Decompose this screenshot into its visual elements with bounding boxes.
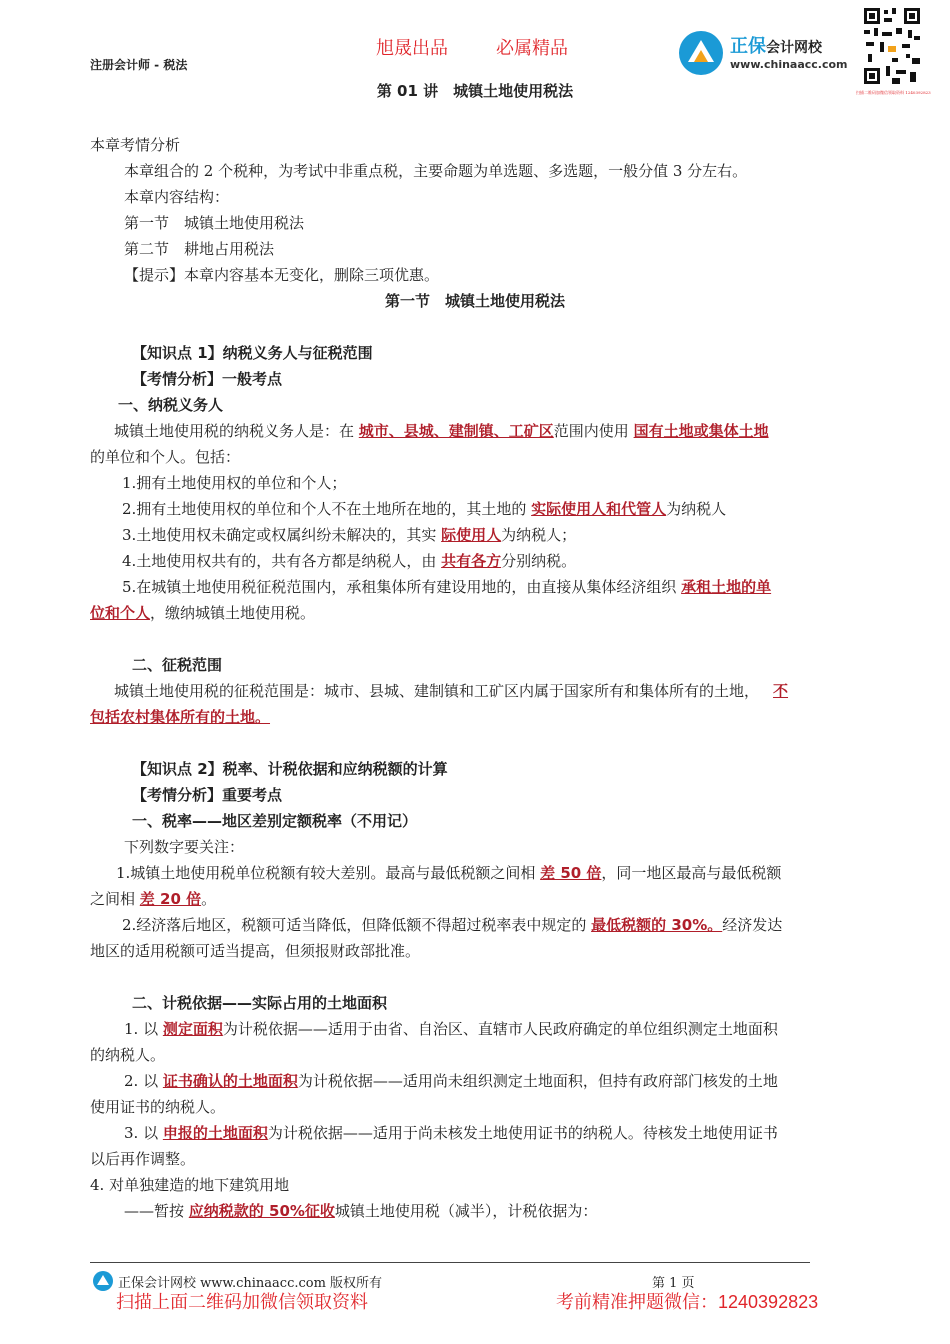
footer-divider — [90, 1262, 810, 1263]
kp1-para-2: 城镇土地使用税的征税范围是：城市、县城、建制镇和工矿区内属于国家所有和集体所有的土地， 不 — [114, 682, 789, 700]
kp2-item-1-cont: 之间相 差 20 倍。 — [90, 890, 217, 908]
kp1-para-2-cont: 包括农村集体所有的土地。 — [90, 708, 271, 726]
brand-right: 必属精品 — [496, 38, 568, 59]
kp1-para-1-cont: 的单位和个人。包括： — [90, 448, 241, 466]
promo-left: 扫描上面二维码加微信领取资料 — [116, 1292, 368, 1313]
kp2-title: 【知识点 2】税率、计税依据和应纳税额的计算 — [132, 760, 448, 778]
footer-logo-icon — [92, 1270, 114, 1292]
kp1-item-1: 1.拥有土地使用权的单位和个人； — [122, 474, 347, 492]
kp1-para-1: 城镇土地使用税的纳税义务人是：在 城市、县城、建制镇、工矿区范围内使用 国有土地或集体土地 — [114, 422, 769, 440]
kp1-item-5-cont: 位和个人，缴纳城镇土地使用税。 — [90, 604, 316, 622]
kp2-item-1: 1.城镇土地使用税单位税额有较大差别。最高与最低税额之间相 差 50 倍，同一地区最高与最低税额 — [116, 864, 782, 882]
course-name: 注册会计师 - 税法 — [90, 58, 188, 72]
intro-p2: 本章内容结构： — [124, 188, 230, 206]
kp2-basis-3: 3. 以 申报的土地面积为计税依据——适用于尚未核发土地使用证书的纳税人。待核发土地使用证书 — [124, 1124, 778, 1142]
intro-section-1: 第一节 城镇土地使用税法 — [124, 214, 305, 232]
logo-mark-icon — [678, 30, 724, 76]
kp1-heading-2: 二、征税范围 — [132, 656, 223, 674]
kp1-item-2: 2.拥有土地使用权的单位和个人不在土地所在地的，其土地的 实际使用人和代管人为纳税人 — [122, 500, 727, 518]
kp1-item-5: 5.在城镇土地使用税征税范围内，承租集体所有建设用地的，由直接从集体经济组织 承租土地的单 — [122, 578, 772, 596]
brand-left: 旭晟出品 — [376, 38, 448, 59]
footer-copyright: 正保会计网校 www.chinaacc.com 版权所有 — [118, 1276, 383, 1291]
intro-p1: 本章组合的 2 个税种，为考试中非重点税，主要命题为单选题、多选题，一般分值 3 分左右。 — [124, 162, 748, 180]
kp2-basis-1-cont: 的纳税人。 — [90, 1046, 166, 1064]
intro-section-2: 第二节 耕地占用税法 — [124, 240, 275, 258]
kp2-analysis: 【考情分析】重要考点 — [132, 786, 283, 804]
kp2-basis-3-cont: 以后再作调整。 — [90, 1150, 196, 1168]
kp2-basis-5: ——暂按 应纳税款的 50%征收城镇土地使用税（减半），计税依据为： — [124, 1202, 598, 1220]
kp1-title: 【知识点 1】纳税义务人与征税范围 — [132, 344, 373, 362]
logo-sub: 会计网校 — [766, 40, 822, 56]
section-title: 第一节 城镇土地使用税法 — [384, 292, 565, 310]
footer-page: 第 1 页 — [652, 1276, 695, 1291]
chinaacc-logo — [678, 30, 858, 80]
kp1-heading-1: 一、纳税义务人 — [118, 396, 224, 414]
kp2-para-1: 下列数字要关注： — [124, 838, 245, 856]
kp1-item-4: 4.土地使用权共有的，共有各方都是纳税人，由 共有各方分别纳税。 — [122, 552, 577, 570]
logo-url: www.chinaacc.com — [730, 58, 848, 71]
kp2-basis-2-cont: 使用证书的纳税人。 — [90, 1098, 226, 1116]
kp2-basis-1: 1. 以 测定面积为计税依据——适用于由省、自治区、直辖市人民政府确定的单位组织测定土地面积 — [124, 1020, 778, 1038]
qr-caption: 扫描二维码加微信领取资料 1240392823 — [856, 90, 931, 95]
promo-right: 考前精准押题微信：1240392823 — [556, 1292, 819, 1313]
doc-title: 第 01 讲 城镇土地使用税法 — [376, 82, 574, 100]
intro-tip: 【提示】本章内容基本无变化，删除三项优惠。 — [124, 266, 440, 284]
kp2-heading-2: 二、计税依据——实际占用的土地面积 — [132, 994, 388, 1012]
kp2-item-2: 2.经济落后地区，税额可适当降低，但降低额不得超过税率表中规定的 最低税额的 30%。经济发达 — [122, 916, 783, 934]
kp2-basis-4: 4. 对单独建造的地下建筑用地 — [90, 1176, 290, 1194]
kp2-item-2-cont: 地区的适用税额可适当提高，但须报财政部批准。 — [90, 942, 421, 960]
intro-heading: 本章考情分析 — [90, 136, 181, 154]
kp2-basis-2: 2. 以 证书确认的土地面积为计税依据——适用尚未组织测定土地面积，但持有政府部门核发的土地 — [124, 1072, 778, 1090]
kp1-analysis: 【考情分析】一般考点 — [132, 370, 283, 388]
qr-code-icon — [862, 6, 922, 66]
kp1-item-3: 3.土地使用权未确定或权属纠纷未解决的，其实 际使用人为纳税人； — [122, 526, 577, 544]
kp2-heading-1: 一、税率——地区差别定额税率（不用记） — [132, 812, 418, 830]
logo-name: 正保 — [730, 36, 766, 57]
